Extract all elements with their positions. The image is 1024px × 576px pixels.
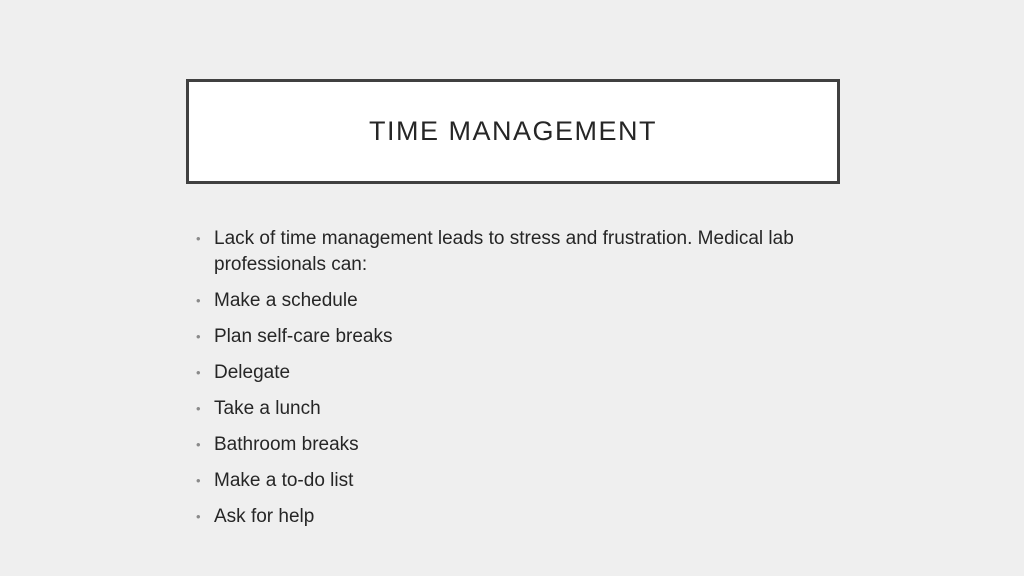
- title-box: [186, 79, 840, 184]
- bullet-dot-icon: •: [196, 293, 201, 308]
- bullet-item: [196, 504, 836, 530]
- bullet-item: [196, 324, 836, 350]
- bullet-text: Lack of time management leads to stress and frustration. Medical lab professionals can:: [214, 228, 794, 275]
- bullet-item: [196, 432, 836, 458]
- bullet-text: Bathroom breaks: [214, 434, 359, 455]
- bullet-dot-icon: •: [196, 329, 201, 344]
- bullet-dot-icon: •: [196, 401, 201, 416]
- bullet-text: Plan self-care breaks: [214, 326, 393, 347]
- bullet-item: [196, 226, 836, 278]
- bullet-text: Delegate: [214, 362, 291, 383]
- bullet-text: Ask for help: [214, 506, 315, 527]
- bullet-dot-icon: •: [196, 365, 201, 380]
- bullet-item: [196, 288, 836, 314]
- bullet-item: [196, 396, 836, 422]
- bullet-text: Take a lunch: [214, 398, 321, 419]
- bullet-dot-icon: •: [196, 437, 201, 452]
- bullet-dot-icon: •: [196, 509, 201, 524]
- bullet-item: [196, 360, 836, 386]
- bullet-list: [196, 226, 836, 540]
- bullet-text: Make a schedule: [214, 290, 358, 311]
- bullet-item: [196, 468, 836, 494]
- slide-title: TIME MANAGEMENT: [368, 116, 657, 146]
- bullet-dot-icon: •: [196, 231, 201, 246]
- bullet-dot-icon: •: [196, 473, 201, 488]
- bullet-text: Make a to-do list: [214, 470, 354, 491]
